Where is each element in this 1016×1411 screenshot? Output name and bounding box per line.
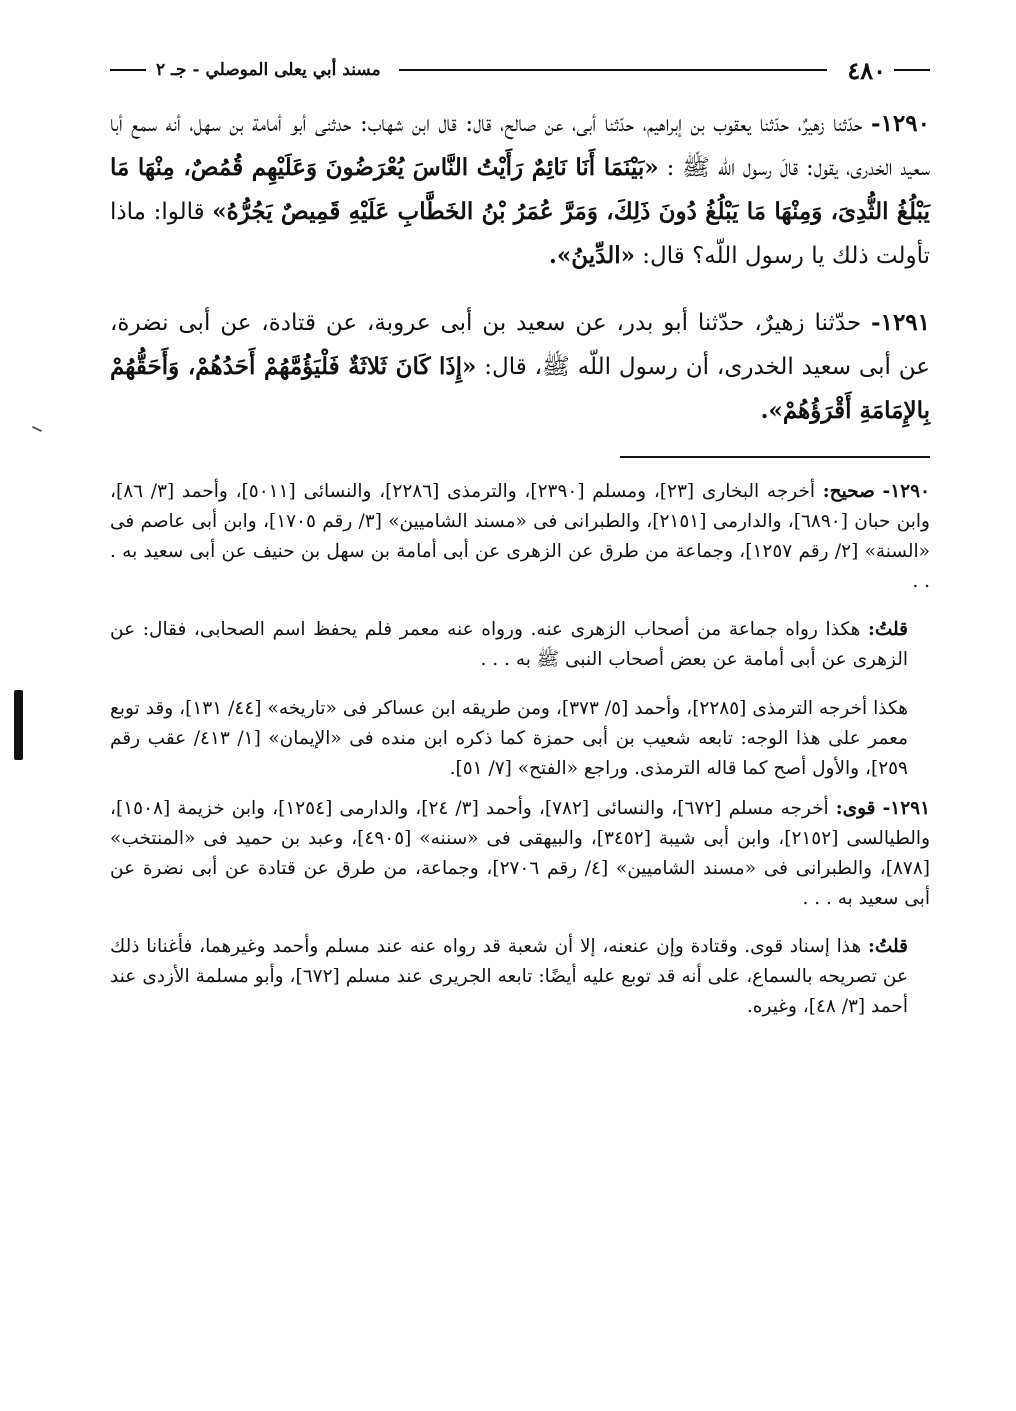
footnote-number: ١٢٩٠-	[882, 480, 930, 502]
footnote-grade: صحيح:	[822, 480, 875, 502]
header-dash-left	[110, 69, 146, 71]
footnote-text: أخرجه البخارى [٢٣]، ومسلم [٢٣٩٠]، والترمذى [٢٢٨٦]، والنسائى [٥٠١١]، وأحمد [٣/ ٨٦]، وابن حبان [٦٨٩٠]، والدارمى [٢١٥١]، والطبرانى فى «مسند الشاميين» [٣/ رقم ١٧٠٥]، وابن أبى عاصم فى «السنة» [٢/ رقم ١٢٥٧]، وجماعة من طرق عن الزهرى عن أبى أمامة بن سهل بن حنيف عن أبى سعيد به . . .	[110, 480, 930, 592]
hadith-isnad: حدّثنا زهيرٌ، حدّثنا يعقوب بن إبراهيم، حدّثنا أبى، عن صالح، قال: قال ابن شهاب: حدثنى أبو أمامة بن سهل، أنه سمع أبا سعيد الخدرى، يقول: قالَ رسول اللّه ﷺ :	[110, 111, 930, 181]
hadith-matn: «بَيْنَمَا أَنَا نَائِمٌ رَأَيْتُ النَّاسَ يُعْرَضُونَ وَعَلَيْهِم قُمُصٌ، مِنْهَا مَا يَبْلُغُ الثُّدِىَ، وَمِنْهَا مَا يَبْلُغُ دُونَ ذَلِكَ، وَمَرَّ عُمَرُ بْنُ الخَطَّابِ عَلَيْهِ قَمِيصٌ يَجُرُّهُ»	[110, 154, 930, 225]
header-rule	[399, 69, 828, 71]
footnote-1290-extra	[110, 694, 930, 784]
footnote-text: أخرجه مسلم [٦٧٢]، والنسائى [٧٨٢]، وأحمد [٣/ ٢٤]، والدارمى [١٢٥٤]، وابن خزيمة [١٥٠٨]، والطيالسى [٢١٥٢]، وابن أبى شيبة [٣٤٥٢]، والبيهقى فى «سننه» [٤٩٠٥]، وعبد بن حميد فى «المنتخب» [٨٧٨]، والطبرانى فى «مسند الشاميين» [٤/ رقم ٢٧٠٦]، وجماعة، من طرق عن قتادة عن أبى نضرة عن أبى سعيد به . . .	[110, 797, 930, 909]
footnote-number: ١٢٩١-	[882, 797, 931, 819]
page	[110, 50, 930, 1026]
qultu-text: هكذا رواه جماعة من أصحاب الزهرى عنه. ورواه عنه معمر فلم يحفظ اسم الصحابى، فقال: عن الزهرى عن أبى أمامة عن بعض أصحاب النبى ﷺ به . . .	[110, 619, 908, 670]
hadith-after: قالوا: ماذا تأولت ذلك يا رسول اللّه؟ قال:	[110, 199, 930, 269]
qultu-label: قلتُ:	[868, 619, 908, 640]
qultu-text: هذا إسناد قوى. وقتادة وإن عنعنه، إلا أن شعبة قد رواه عنه عند مسلم وأحمد وغيرهما، فأغنانا ذلك عن تصريحه بالسماع، على أنه قد توبع عليه أيضًا: تابعه الجريرى عند مسلم [٦٧٢]، وأبو مسلمة الأزدى عند أحمد [٣/ ٤٨]، وغيره.	[110, 936, 908, 1017]
hadith-number: ١٢٩٠-	[871, 110, 930, 137]
footnote-grade: قوى:	[835, 797, 876, 819]
page-header	[110, 50, 930, 90]
qultu-label: قلتُ:	[868, 936, 908, 957]
margin-mark	[14, 690, 23, 760]
footnote-1290	[110, 477, 930, 597]
footnote-1290-qultu	[110, 615, 930, 675]
footnote-extra-text: هكذا أخرجه الترمذى [٢٢٨٥]، وأحمد [٥/ ٣٧٣]، ومن طريقه ابن عساكر فى «تاريخه» [٤٤/ ١٣١]، وقد توبع معمر على هذا الوجه: تابعه شعيب بن أبى حمزة كما ذكره ابن منده فى «الإيمان» [١/ ٤١٣/ عقب رقم ٢٥٩]، والأول أصح كما قاله الترمذى. وراجع «الفتح» [٧/ ٥١].	[110, 697, 908, 779]
hadith-1290	[110, 102, 930, 278]
running-title: مسند أبي يعلى الموصلي - جـ ٢	[156, 60, 381, 80]
hadith-isnad: حدّثنا زهيرٌ، حدّثنا أبو بدر، عن سعيد بن أبى عروبة، عن قتادة، عن أبى نضرة، عن أبى سعيد الخدرى، أن رسول اللّه ﷺ، قال:	[110, 310, 930, 380]
hadith-number: ١٢٩١-	[871, 309, 931, 336]
footnote-1291-qultu	[110, 932, 930, 1022]
page-number: ٤٨٠	[847, 55, 886, 85]
footnote-separator	[620, 456, 930, 458]
hadith-matn: «إِذَا كَانَ ثَلاثَةٌ فَلْيَؤُمَّهُمْ أَحَدُهُمْ، وَأَحَقُّهُمْ بِالإِمَامَةِ أَقْرَؤُهُمْ».	[110, 353, 930, 424]
hadith-answer: «الدِّينُ».	[548, 242, 635, 269]
header-dash-right	[894, 69, 930, 71]
footnote-1291	[110, 794, 930, 914]
margin-tick	[32, 426, 42, 432]
hadith-1291	[110, 301, 930, 433]
